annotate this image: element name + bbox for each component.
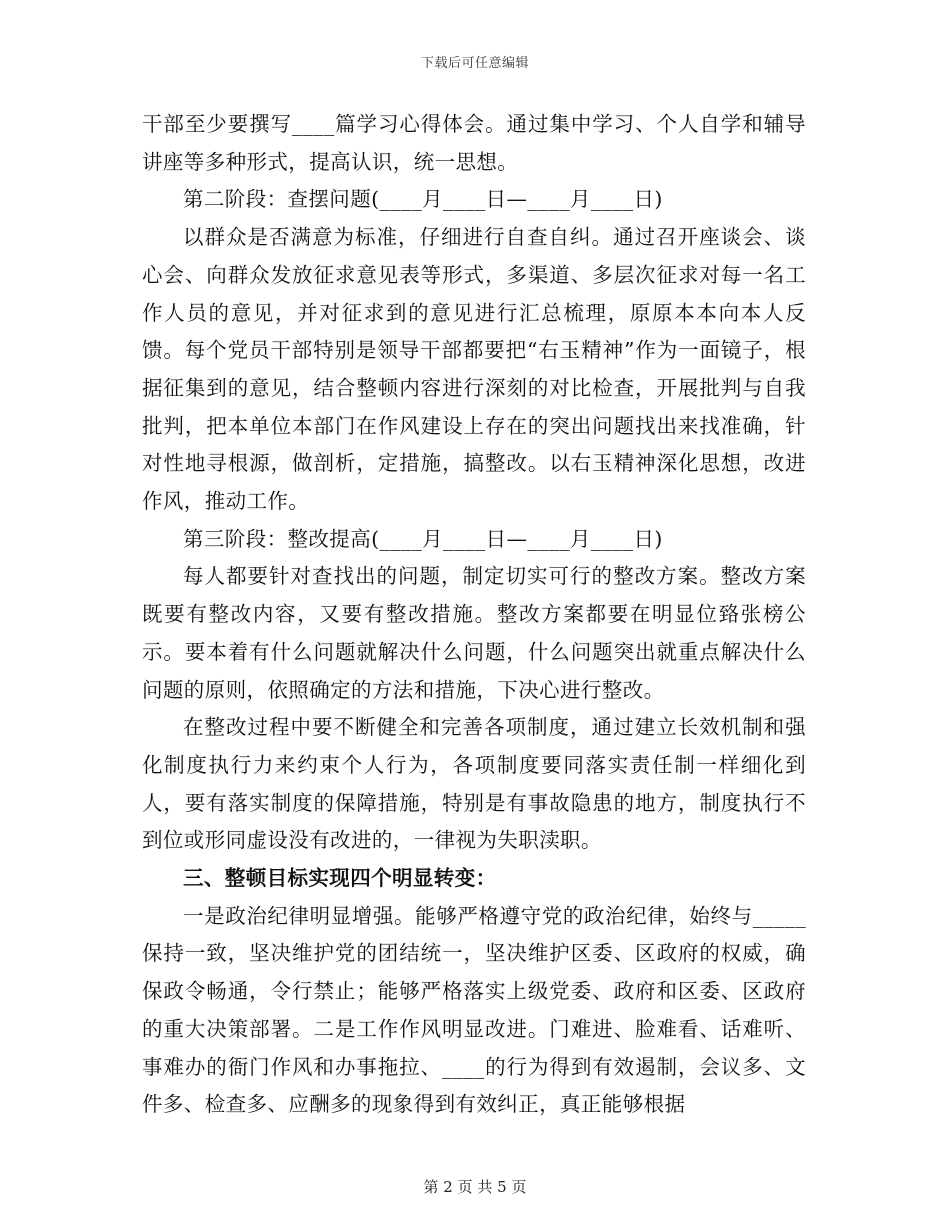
paragraph-stage-two: 以群众是否满意为标准，仔细进行自查自纠。通过召开座谈会、谈心会、向群众发放征求意见表等形式，多渠道、多层次征求对每一名工作人员的意见，并对征求到的意见进行汇总梳理，原原本本向本人反馈。每个党员干部特别是领导干部都要把“右玉精神”作为一面镜子，根据征集到的意见，结合整顿内容进行深刻的对比检查，开展批判与自我批判，把本单位本部门在作风建设上存在的突出问题找出来找准确，针对性地寻根源，做剖析，定措施，搞整改。以右玉精神深化思想，改进作风，推动工作。 bbox=[142, 225, 806, 514]
paragraph-continuation: 干部至少要撰写____篇学习心得体会。通过集中学习、个人自学和辅导讲座等多种形式，提高认识，统一思想。 bbox=[142, 112, 806, 174]
document-body bbox=[142, 106, 806, 1124]
header-note: 下载后可任意编辑 bbox=[420, 56, 529, 71]
page-number: 第 2 页 共 5 页 bbox=[423, 1178, 527, 1196]
paragraph-system-building: 在整改过程中要不断健全和完善各项制度，通过建立长效机制和强化制度执行力来约束个人行为，各项制度要同落实责任制一样细化到人，要有落实制度的保障措施，特别是有事故隐患的地方，制度执行不到位或形同虚设没有改进的，一律视为失职渎职。 bbox=[142, 715, 806, 853]
stage-two-heading: 第二阶段：查摆问题(____月____日—____月____日) bbox=[183, 187, 663, 212]
paragraph-stage-three: 每人都要针对查找出的问题，制定切实可行的整改方案。整改方案既要有整改内容，又要有整改措施。整改方案都要在明显位臵张榜公示。要本着有什么问题就解决什么问题，什么问题突出就重点解决什么问题的原则，依照确定的方法和措施，下决心进行整改。 bbox=[142, 564, 806, 702]
section-three-heading: 三、整顿目标实现四个明显转变： bbox=[183, 866, 497, 891]
paragraph-goals: 一是政治纪律明显增强。能够严格遵守党的政治纪律，始终与_____保持一致，坚决维护党的团结统一，坚决维护区委、区政府的权威，确保政令畅通，令行禁止；能够严格落实上级党委、政府和区委、区政府的重大决策部署。二是工作作风明显改进。门难进、脸难看、话难听、事难办的衙门作风和办事拖拉、____的行为得到有效遏制，会议多、文件多、检查多、应酬多的现象得到有效纠正，真正能够根据 bbox=[142, 903, 806, 1117]
stage-three-heading: 第三阶段：整改提高(____月____日—____月____日) bbox=[183, 526, 663, 551]
